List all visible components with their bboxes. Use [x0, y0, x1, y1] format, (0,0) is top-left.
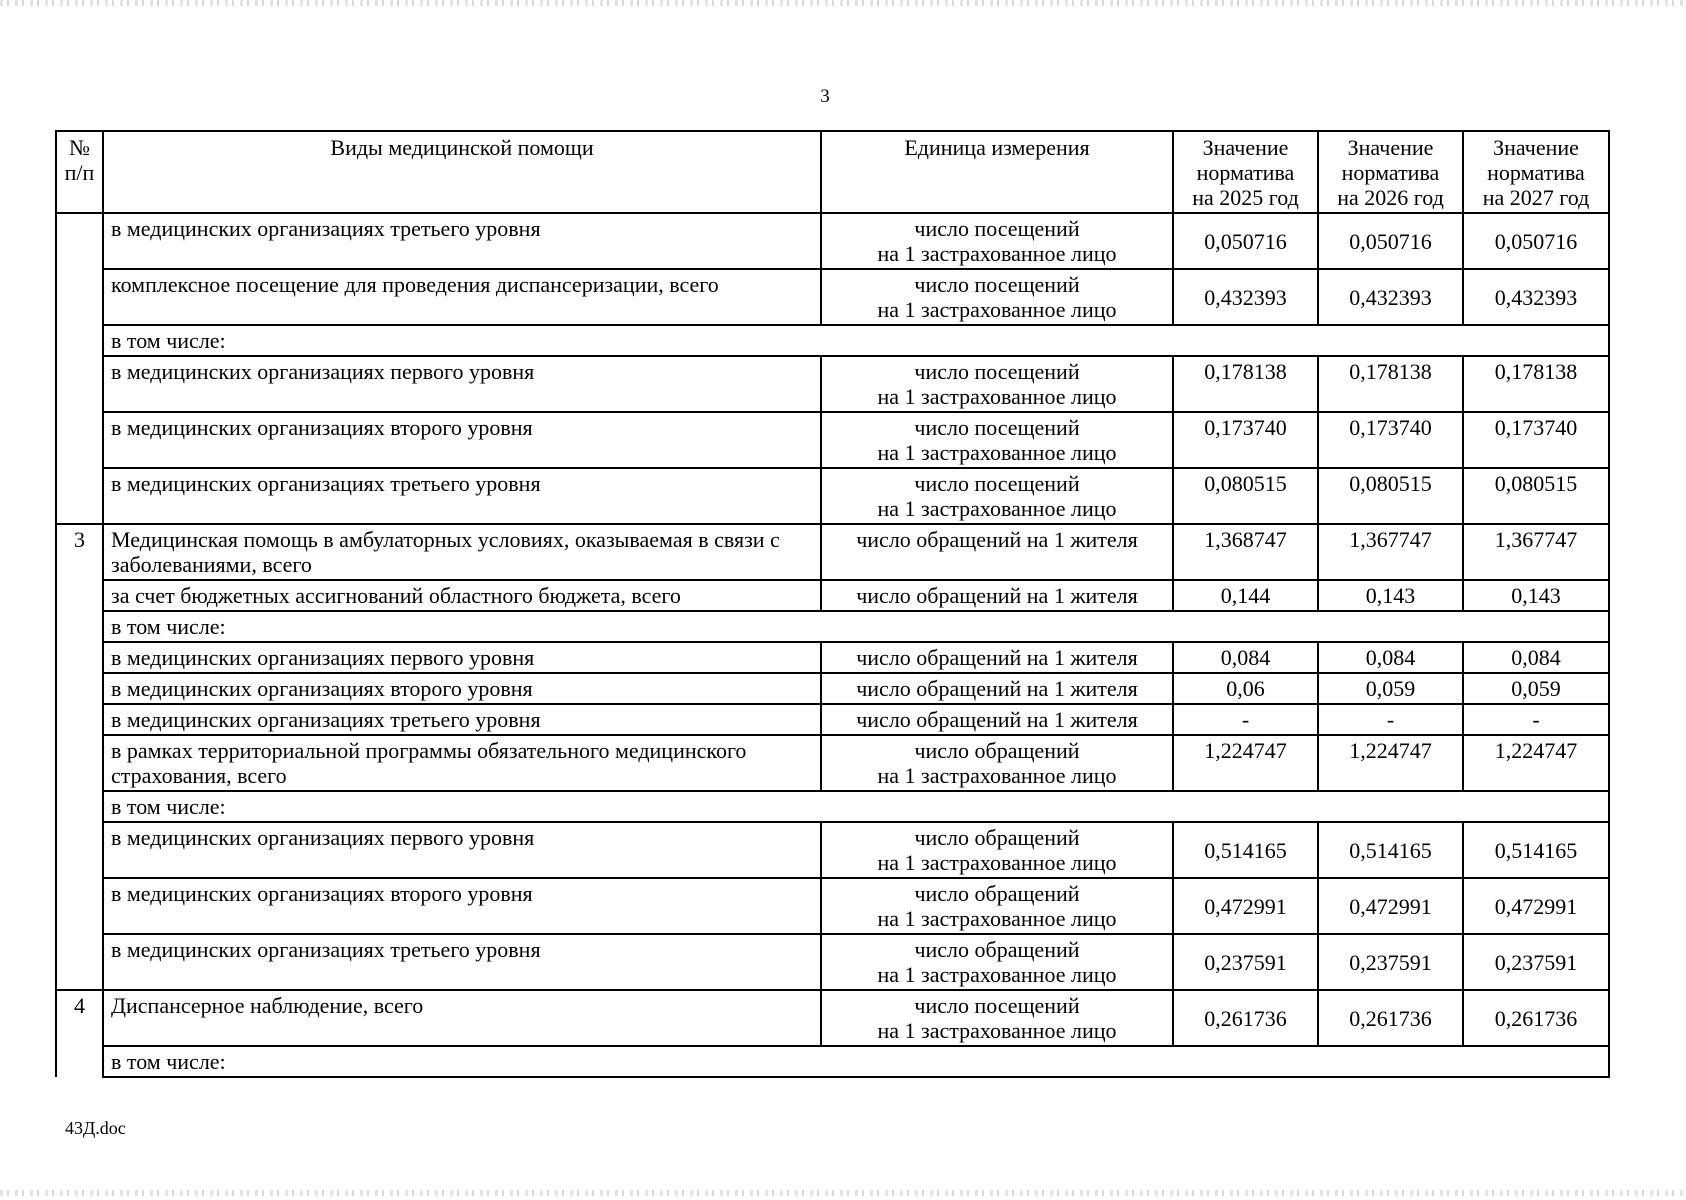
value-2026: 1,224747: [1318, 735, 1463, 791]
unit-cell: число обращений на 1 жителя: [821, 704, 1173, 735]
value-2027: 0,050716: [1463, 213, 1609, 269]
table-row: [56, 704, 1609, 735]
value-2025: 1,368747: [1173, 524, 1318, 580]
normatives-table: [55, 130, 1610, 1078]
value-2027: 0,261736: [1463, 990, 1609, 1046]
care-type-cell: в медицинских организациях первого уровня: [103, 356, 821, 412]
value-2025: 0,080515: [1173, 468, 1318, 524]
table-row: [56, 642, 1609, 673]
row-number: [56, 468, 103, 524]
care-type-cell: в медицинских организациях второго уровня: [103, 673, 821, 704]
row-number: [56, 822, 103, 878]
table-row: [56, 822, 1609, 878]
care-type-cell: в рамках территориальной программы обязательного медицинского страхования, всего: [103, 735, 821, 791]
unit-cell: число посещений на 1 застрахованное лицо: [821, 468, 1173, 524]
value-2027: 0,472991: [1463, 878, 1609, 934]
value-2026: 0,261736: [1318, 990, 1463, 1046]
header-2027: Значение норматива на 2027 год: [1463, 131, 1609, 213]
unit-cell: число обращений на 1 застрахованное лицо: [821, 735, 1173, 791]
scan-edge-bottom: [0, 1190, 1686, 1196]
page-number: 3: [820, 86, 830, 107]
row-number: [56, 269, 103, 325]
value-2027: 0,143: [1463, 580, 1609, 611]
table-row: [56, 735, 1609, 791]
scan-edge-top: [0, 0, 1686, 6]
table-row: [56, 412, 1609, 468]
value-2026: 0,080515: [1318, 468, 1463, 524]
table-row: [56, 990, 1609, 1046]
unit-cell: число посещений на 1 застрахованное лицо: [821, 356, 1173, 412]
header-care-type: Виды медицинской помощи: [103, 131, 821, 213]
row-number: [56, 878, 103, 934]
unit-cell: число посещений на 1 застрахованное лицо: [821, 990, 1173, 1046]
table-row: [56, 524, 1609, 580]
document-footer: 43Д.doc: [65, 1118, 126, 1138]
unit-cell: число посещений на 1 застрахованное лицо: [821, 269, 1173, 325]
value-2027: 0,173740: [1463, 412, 1609, 468]
value-2026: 0,084: [1318, 642, 1463, 673]
unit-cell: число обращений на 1 застрахованное лицо: [821, 822, 1173, 878]
care-type-cell: Диспансерное наблюдение, всего: [103, 990, 821, 1046]
subheading-cell: в том числе:: [103, 791, 1609, 822]
row-number: [56, 673, 103, 704]
value-2025: 0,432393: [1173, 269, 1318, 325]
unit-cell: число обращений на 1 застрахованное лицо: [821, 934, 1173, 990]
row-number: 4: [56, 990, 103, 1046]
row-number: [56, 213, 103, 269]
value-2026: 0,237591: [1318, 934, 1463, 990]
row-number: [56, 642, 103, 673]
value-2026: 0,178138: [1318, 356, 1463, 412]
care-type-cell: комплексное посещение для проведения диспансеризации, всего: [103, 269, 821, 325]
row-number: [56, 356, 103, 412]
table-row: [56, 673, 1609, 704]
header-num: № п/п: [56, 131, 103, 213]
table-row: [56, 1046, 1609, 1077]
table-row: [56, 934, 1609, 990]
value-2027: 0,237591: [1463, 934, 1609, 990]
care-type-cell: в медицинских организациях третьего уровня: [103, 468, 821, 524]
value-2026: 0,472991: [1318, 878, 1463, 934]
subheading-cell: в том числе:: [103, 1046, 1609, 1077]
value-2025: 0,261736: [1173, 990, 1318, 1046]
table-row: [56, 213, 1609, 269]
table-row: [56, 878, 1609, 934]
care-type-cell: Медицинская помощь в амбулаторных условиях, оказываемая в связи с заболеваниями, всего: [103, 524, 821, 580]
value-2027: 1,224747: [1463, 735, 1609, 791]
value-2025: 1,224747: [1173, 735, 1318, 791]
value-2027: 0,178138: [1463, 356, 1609, 412]
header-2026: Значение норматива на 2026 год: [1318, 131, 1463, 213]
unit-cell: число обращений на 1 жителя: [821, 673, 1173, 704]
value-2025: 0,472991: [1173, 878, 1318, 934]
value-2025: 0,144: [1173, 580, 1318, 611]
table-row: [56, 325, 1609, 356]
row-number: 3: [56, 524, 103, 580]
unit-cell: число посещений на 1 застрахованное лицо: [821, 213, 1173, 269]
value-2025: 0,178138: [1173, 356, 1318, 412]
row-number: [56, 934, 103, 990]
value-2027: 1,367747: [1463, 524, 1609, 580]
row-number: [56, 412, 103, 468]
value-2025: -: [1173, 704, 1318, 735]
table-row: [56, 791, 1609, 822]
header-unit: Единица измерения: [821, 131, 1173, 213]
unit-cell: число обращений на 1 застрахованное лицо: [821, 878, 1173, 934]
header-2025: Значение норматива на 2025 год: [1173, 131, 1318, 213]
unit-cell: число посещений на 1 застрахованное лицо: [821, 412, 1173, 468]
row-number: [56, 1046, 103, 1077]
value-2026: 0,059: [1318, 673, 1463, 704]
care-type-cell: в медицинских организациях третьего уровня: [103, 934, 821, 990]
table-row: [56, 269, 1609, 325]
value-2027: 0,080515: [1463, 468, 1609, 524]
unit-cell: число обращений на 1 жителя: [821, 524, 1173, 580]
table-row: [56, 468, 1609, 524]
row-number: [56, 611, 103, 642]
row-number: [56, 325, 103, 356]
value-2026: 0,050716: [1318, 213, 1463, 269]
care-type-cell: в медицинских организациях первого уровня: [103, 642, 821, 673]
care-type-cell: в медицинских организациях второго уровня: [103, 878, 821, 934]
table-header-row: [56, 131, 1609, 213]
care-type-cell: за счет бюджетных ассигнований областного бюджета, всего: [103, 580, 821, 611]
row-number: [56, 735, 103, 791]
value-2026: -: [1318, 704, 1463, 735]
value-2026: 0,143: [1318, 580, 1463, 611]
subheading-cell: в том числе:: [103, 325, 1609, 356]
value-2026: 0,514165: [1318, 822, 1463, 878]
care-type-cell: в медицинских организациях третьего уровня: [103, 213, 821, 269]
value-2027: -: [1463, 704, 1609, 735]
care-type-cell: в медицинских организациях второго уровня: [103, 412, 821, 468]
care-type-cell: в медицинских организациях третьего уровня: [103, 704, 821, 735]
value-2027: 0,059: [1463, 673, 1609, 704]
row-number: [56, 704, 103, 735]
value-2025: 0,084: [1173, 642, 1318, 673]
table-row: [56, 580, 1609, 611]
value-2025: 0,050716: [1173, 213, 1318, 269]
table-row: [56, 356, 1609, 412]
value-2025: 0,514165: [1173, 822, 1318, 878]
value-2027: 0,514165: [1463, 822, 1609, 878]
value-2027: 0,432393: [1463, 269, 1609, 325]
value-2026: 0,173740: [1318, 412, 1463, 468]
subheading-cell: в том числе:: [103, 611, 1609, 642]
value-2025: 0,06: [1173, 673, 1318, 704]
value-2025: 0,237591: [1173, 934, 1318, 990]
value-2026: 0,432393: [1318, 269, 1463, 325]
care-type-cell: в медицинских организациях первого уровня: [103, 822, 821, 878]
unit-cell: число обращений на 1 жителя: [821, 580, 1173, 611]
unit-cell: число обращений на 1 жителя: [821, 642, 1173, 673]
value-2026: 1,367747: [1318, 524, 1463, 580]
value-2025: 0,173740: [1173, 412, 1318, 468]
row-number: [56, 580, 103, 611]
value-2027: 0,084: [1463, 642, 1609, 673]
row-number: [56, 791, 103, 822]
table-row: [56, 611, 1609, 642]
